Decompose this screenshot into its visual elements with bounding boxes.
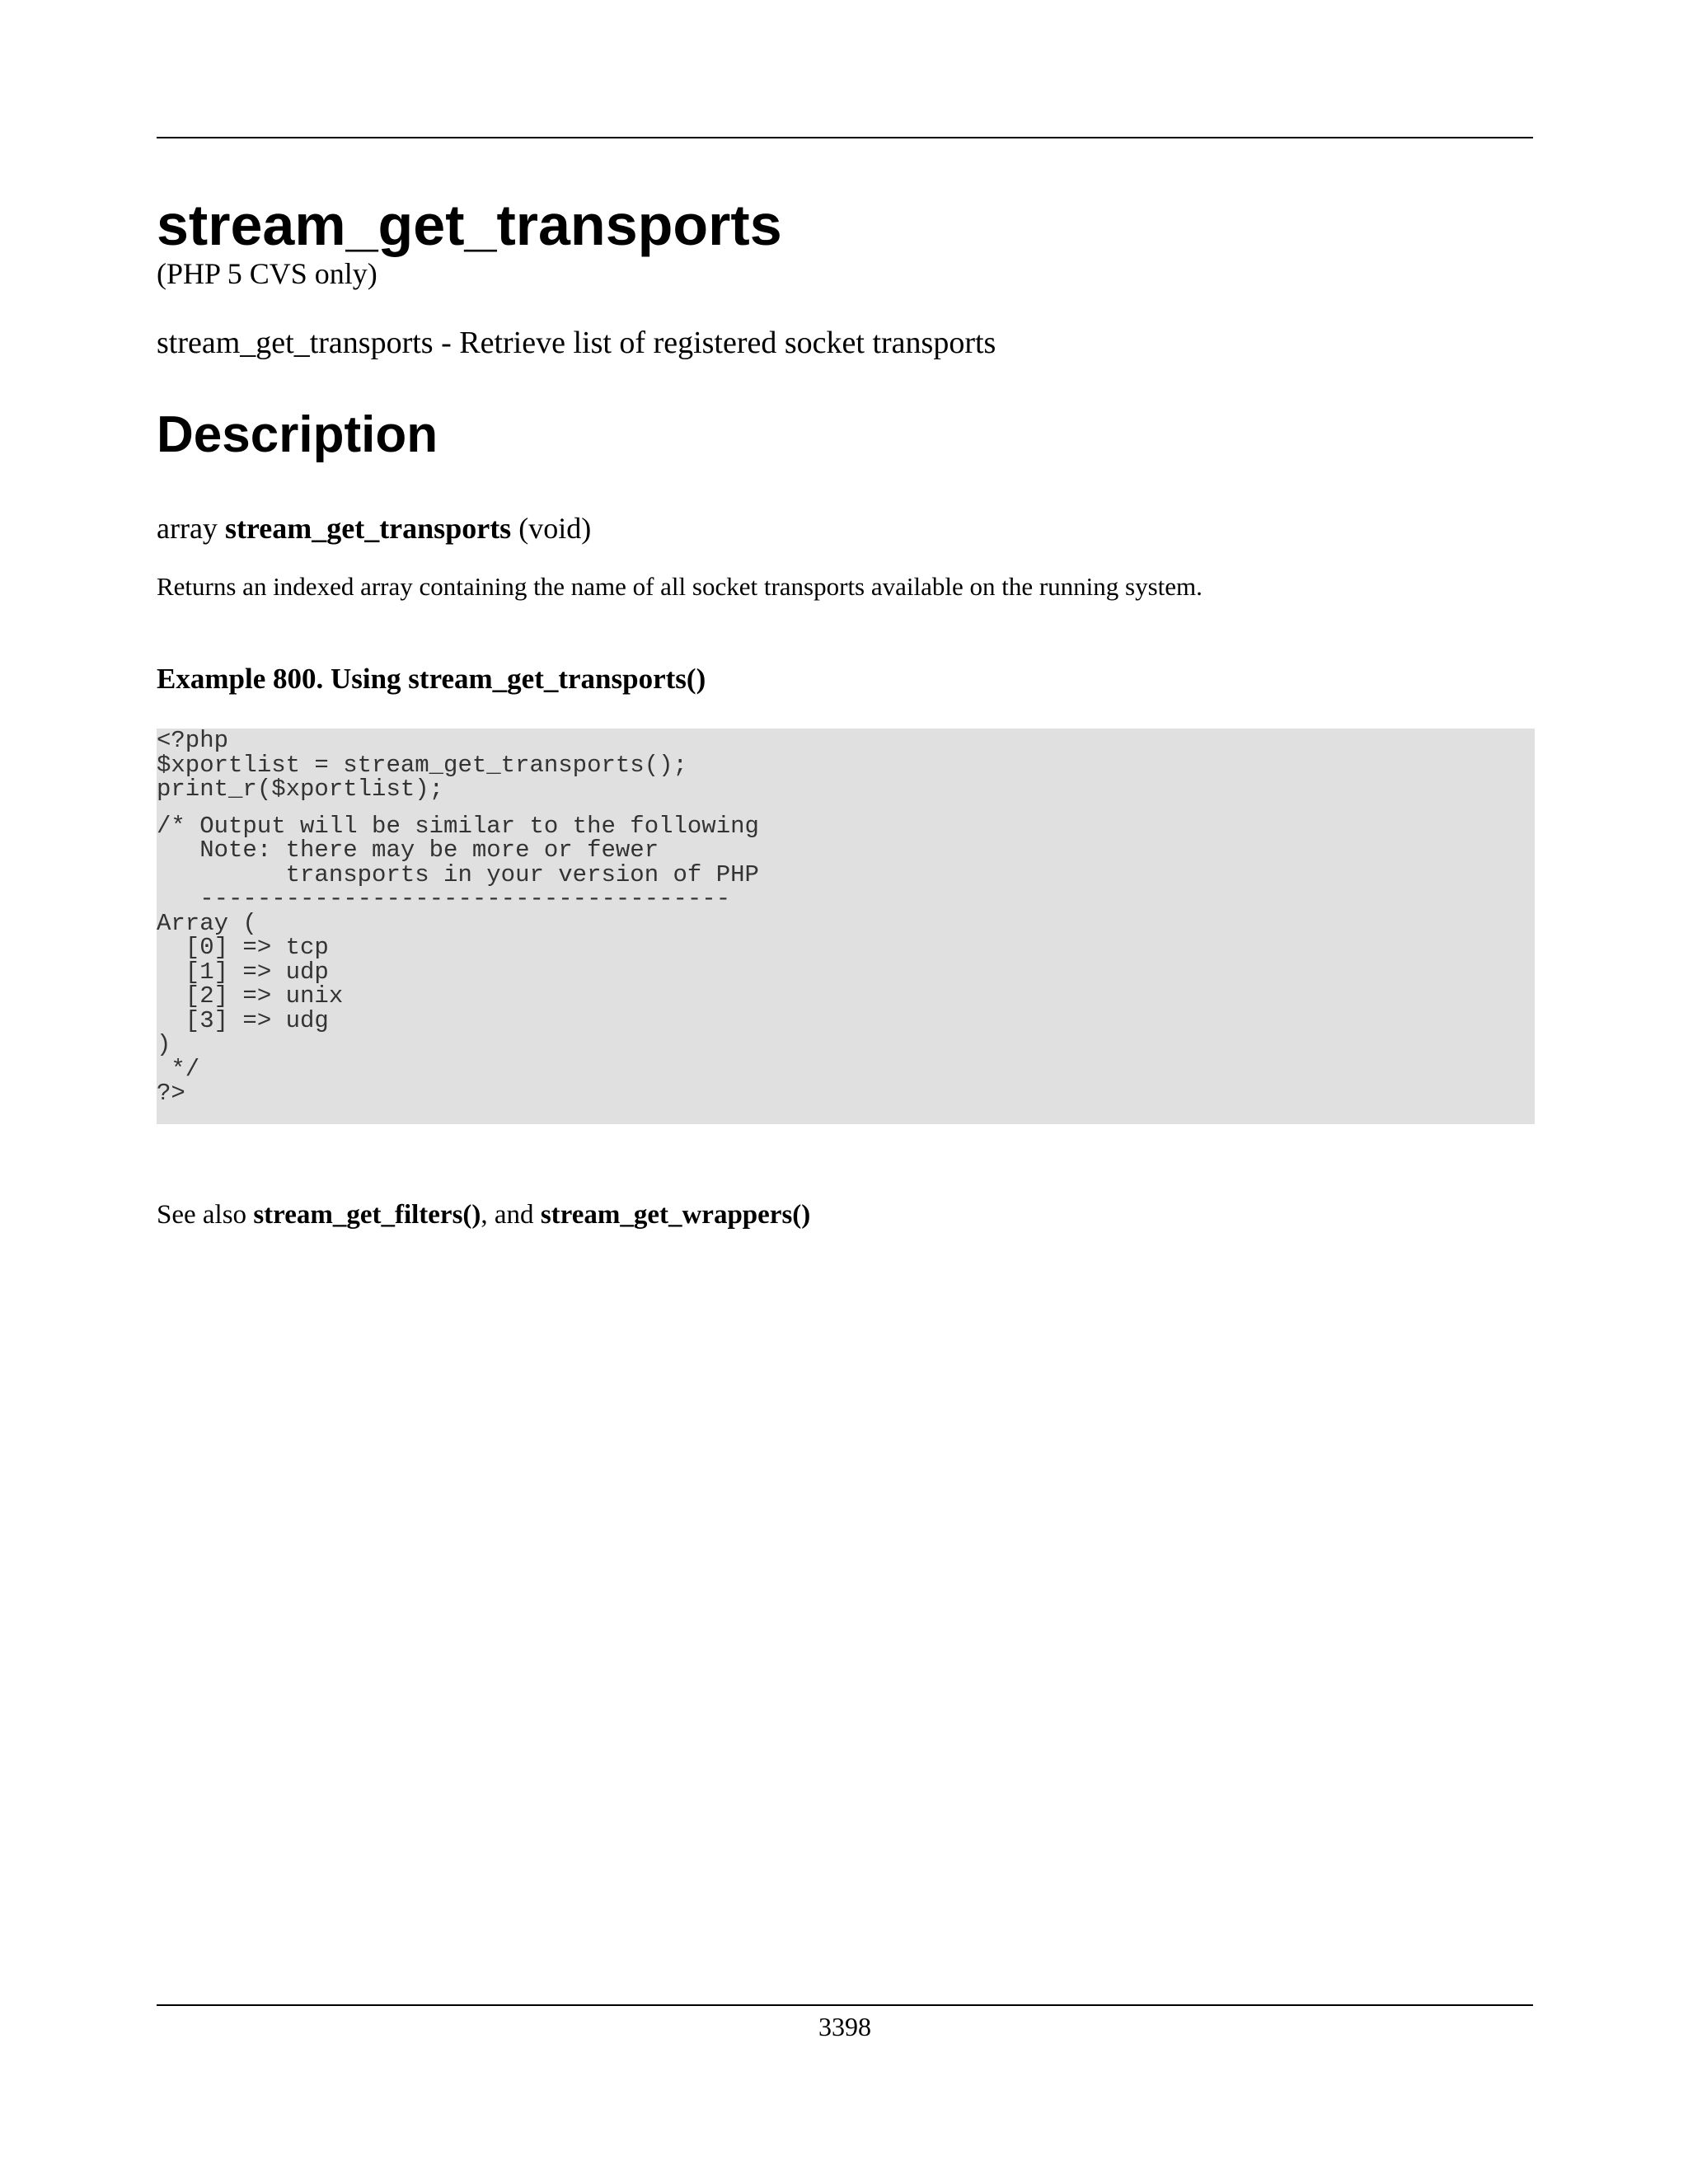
synopsis-function-name: stream_get_transports (224, 512, 512, 545)
description-heading: Description (157, 406, 438, 463)
top-rule (157, 137, 1533, 138)
see-also-separator: , and (481, 1200, 541, 1230)
code-line: ?> (157, 1080, 185, 1107)
manual-page (157, 0, 1533, 2184)
code-line: transports in your version of PHP (157, 860, 759, 888)
synopsis-return-type: array (157, 512, 218, 545)
code-line: */ (157, 1055, 200, 1083)
see-also (157, 1197, 810, 1233)
code-line: print_r($xportlist); (157, 776, 444, 803)
returns-description: Returns an indexed array containing the name of all socket transports available on the running system. (157, 572, 1203, 601)
code-line: [3] => udg (157, 1006, 329, 1034)
code-line: $xportlist = stream_get_transports(); (157, 751, 687, 779)
code-line: ------------------------------------- (157, 885, 731, 912)
code-line: <?php (157, 727, 229, 754)
function-title: stream_get_transports (157, 193, 782, 257)
code-example (157, 729, 1535, 1124)
code-line: /* Output will be similar to the following (157, 812, 759, 840)
see-also-prefix: See also (157, 1200, 254, 1230)
see-also-link-stream-get-filters[interactable]: stream_get_filters() (253, 1200, 481, 1230)
code-line: [2] => unix (157, 982, 344, 1010)
version-info: (PHP 5 CVS only) (157, 257, 377, 290)
code-part-1 (157, 729, 1535, 802)
code-part-2 (157, 814, 1535, 1106)
code-line: ) (157, 1031, 171, 1058)
code-line: [1] => udp (157, 958, 329, 986)
bottom-rule (157, 2004, 1533, 2006)
code-line: Note: there may be more or fewer (157, 837, 659, 864)
code-line: Array ( (157, 909, 257, 937)
example-title: Example 800. Using stream_get_transports() (157, 663, 706, 695)
see-also-link-stream-get-wrappers[interactable]: stream_get_wrappers() (540, 1200, 811, 1230)
function-synopsis (157, 509, 591, 548)
code-line: [0] => tcp (157, 934, 329, 961)
page-number: 3398 (818, 2012, 871, 2041)
function-purpose: stream_get_transports - Retrieve list of registered socket transports (157, 326, 996, 360)
synopsis-params: (void) (518, 512, 592, 545)
